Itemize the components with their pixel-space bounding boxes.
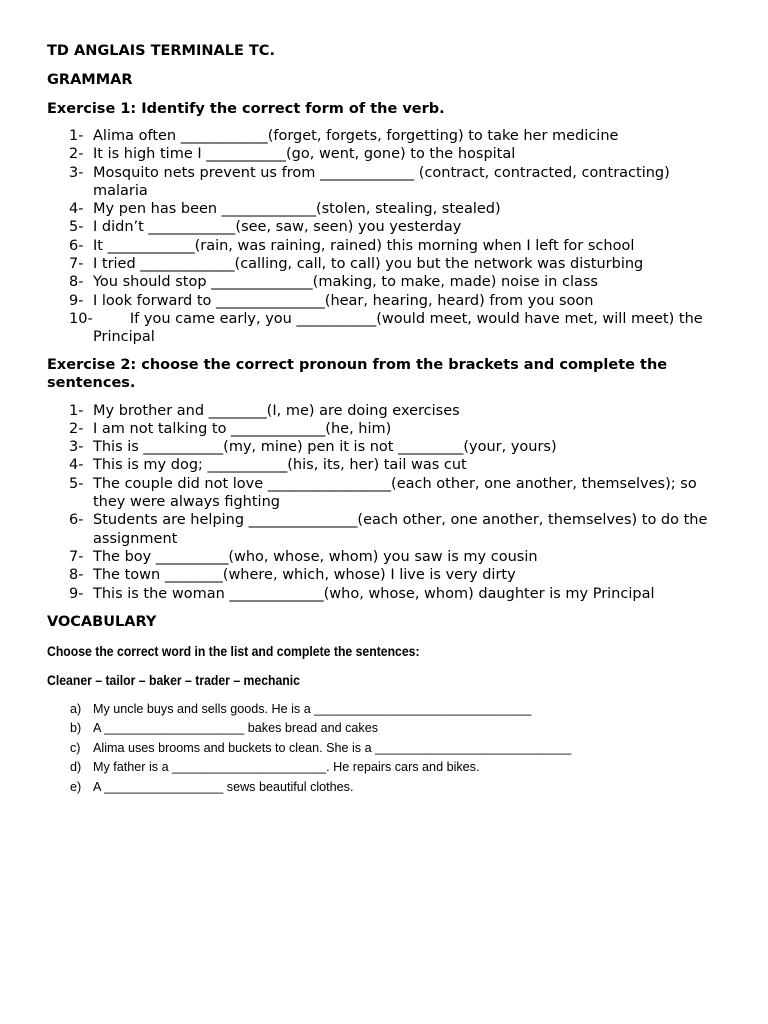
list-item: 9- This is the woman _____________(who, whose, whom) daughter is my Principal [69, 585, 655, 602]
list-item: 10- If you came early, you ___________(would meet, would have met, will meet) the Principal [69, 310, 708, 346]
grammar-heading: GRAMMAR [47, 72, 133, 88]
list-item: 1- My brother and ________(I, me) are doing exercises [69, 402, 460, 419]
list-item: 3- This is ___________(my, mine) pen it is not _________(your, yours) [69, 439, 557, 456]
list-item: b) A ____________________ bakes bread and cakes [70, 721, 379, 736]
list-item: 6- It ____________(rain, was raining, rained) this morning when I left for school [69, 237, 635, 254]
exercise2-title: Exercise 2: choose the correct pronoun from the brackets and complete the sentences. [47, 356, 668, 391]
exercise1-title: Exercise 1: Identify the correct form of the verb. [47, 101, 445, 117]
list-item: 6- Students are helping _______________(each other, one another, themselves) to do the assignment [69, 512, 708, 547]
list-item: 4- My pen has been _____________(stolen, stealing, stealed) [69, 201, 501, 218]
list-item: 2- It is high time I ___________(go, went, gone) to the hospital [69, 146, 516, 163]
exercise2-list [47, 402, 727, 603]
list-item: 8- The town ________(where, which, whose) I live is very dirty [69, 567, 516, 584]
list-item: 7- The boy __________(who, whose, whom) you saw is my cousin [69, 548, 538, 565]
vocabulary-list [47, 700, 727, 798]
vocabulary-instruction: Choose the correct word in the list and complete the sentences: [47, 643, 420, 659]
list-item: 1- Alima often ____________(forget, forgets, forgetting) to take her medicine [69, 128, 619, 144]
list-item: 2- I am not talking to _____________(he, him) [69, 420, 392, 437]
vocabulary-heading: VOCABULARY [47, 613, 157, 630]
list-item: c) Alima uses brooms and buckets to clean. She is a ____________________________ [70, 740, 572, 755]
exercise1-list [47, 127, 727, 347]
list-item: 5- The couple did not love _________________(each other, one another, themselves); so they were always fighting [69, 475, 697, 511]
list-item: 4- This is my dog; ___________(his, its, her) tail was cut [69, 457, 467, 474]
list-item: 8- You should stop ______________(making, to make, made) noise in class [69, 274, 598, 291]
list-item: 9- I look forward to _______________(hear, hearing, heard) from you soon [69, 292, 594, 309]
vocabulary-word-list: Cleaner – tailor – baker – trader – mechanic [47, 672, 300, 688]
list-item: e) A _________________ sews beautiful clothes. [70, 779, 354, 794]
list-item: 3- Mosquito nets prevent us from _____________ (contract, contracted, contracting) malaria [69, 164, 670, 199]
list-item: 7- I tried _____________(calling, call, to call) you but the network was disturbing [69, 256, 644, 273]
list-item: a) My uncle buys and sells goods. He is a _______________________________ [70, 701, 532, 716]
list-item: 5- I didn’t ____________(see, saw, seen) you yesterday [69, 219, 462, 236]
list-item: d) My father is a ______________________. He repairs cars and bikes. [70, 760, 480, 775]
doc-title: TD ANGLAIS TERMINALE TC. [47, 43, 275, 59]
worksheet [47, 40, 727, 797]
